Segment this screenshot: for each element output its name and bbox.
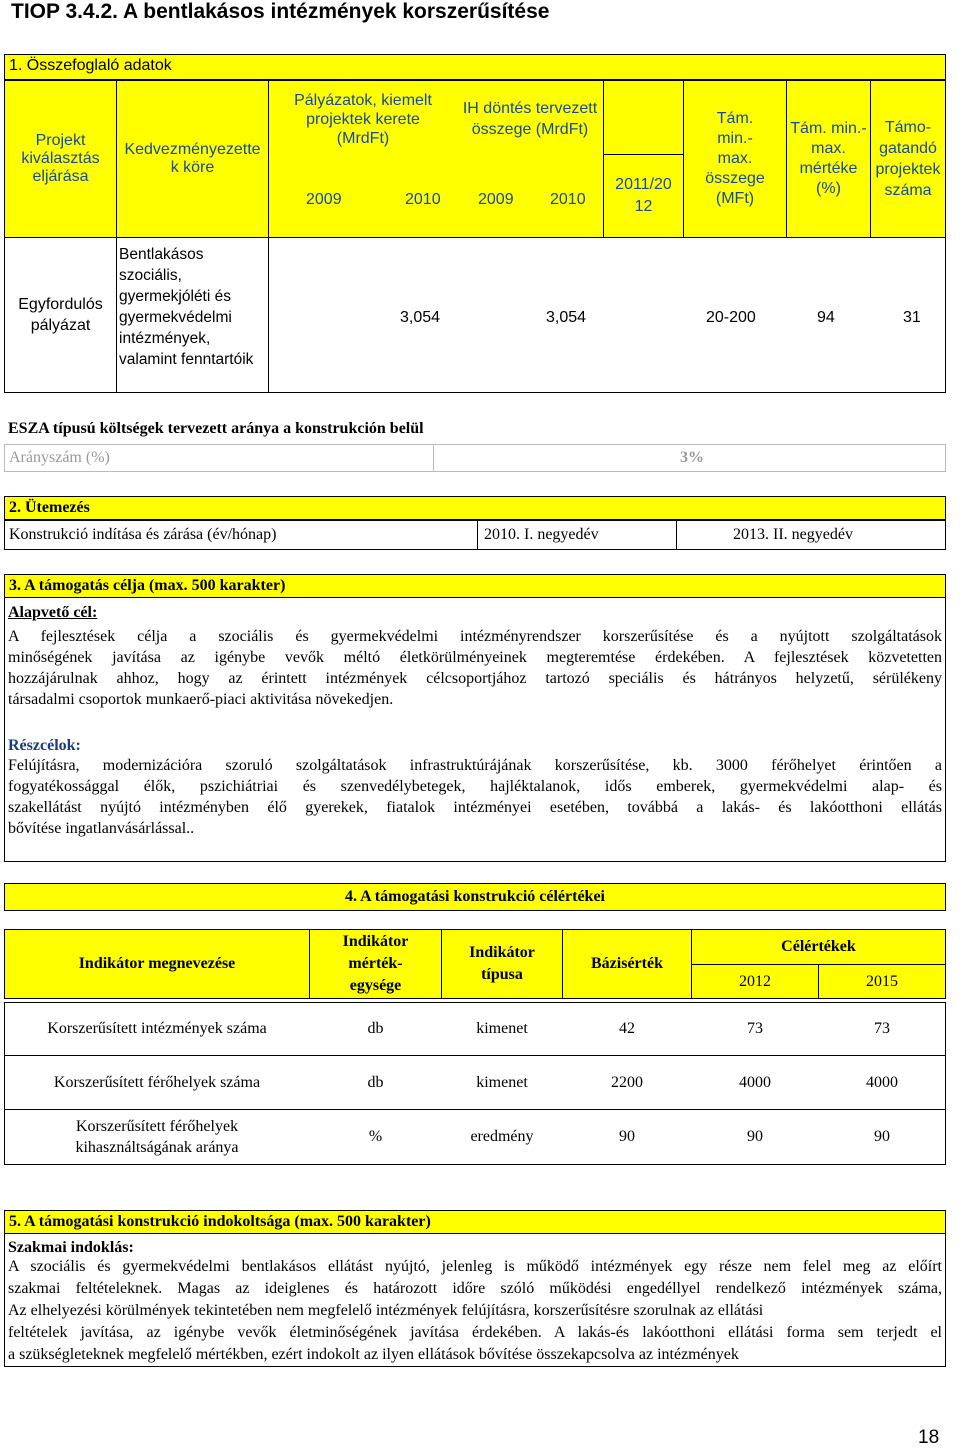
header-2010-b: 2010 xyxy=(550,191,586,208)
indoklas-line: feltételek javítása, az igénybe vevők életminőségének javítása érdekében. A lakás-és lakóotthoni ellátási forma sem terjedt el xyxy=(8,1324,942,1341)
indicator-name: Korszerűsített férőhelyek kihasználtságának aránya xyxy=(75,1118,239,1156)
indicator-base: 90 xyxy=(619,1128,635,1145)
cell-egyfordulos: Egyfordulós pályázat xyxy=(4,237,117,393)
section-1-header xyxy=(4,54,946,80)
header-mertekegyseg: Indikátor mérték- egysége xyxy=(309,929,442,999)
esza-value: 3% xyxy=(433,444,946,472)
header-kedvezmenyezett: Kedvezményezette k köre xyxy=(116,80,269,238)
section-2-header xyxy=(4,496,946,520)
header-celertekek: Célértékek xyxy=(691,929,946,965)
header-2015: 2015 xyxy=(818,964,946,999)
schedule-label: Konstrukció indítása és zárása (év/hónap) xyxy=(4,520,478,550)
header-2010-a: 2010 xyxy=(405,191,441,208)
page-title: TIOP 3.4.2. A bentlakásos intézmények korszerűsítése xyxy=(11,0,550,23)
cell-keret-2009: 3,054 xyxy=(400,309,441,326)
indicator-2012: 4000 xyxy=(739,1073,771,1091)
section-5-header xyxy=(4,1210,946,1234)
reszcelok-line: Felújításra, modernizációra szoruló szolgáltatások infrastruktúrájának korszerűsítése, kb. 3000 férőhelyet érintően a xyxy=(8,757,942,774)
indicator-2012: 90 xyxy=(747,1128,763,1145)
alapveto-line: minőségének javítása az igénybe vevők méltó életkörülményeinek megteremtése érdekében. A fejlesztések közvetetten xyxy=(8,649,942,666)
section-1-title: 1. Összefoglaló adatok xyxy=(9,57,172,74)
esza-title: ESZA típusú költségek tervezett aránya a konstrukción belül xyxy=(8,420,424,437)
header-tam-osszeg: Tám. min.- max. összege (MFt) xyxy=(683,80,787,238)
indicator-unit: db xyxy=(367,1073,384,1091)
section-3-header xyxy=(4,574,946,598)
cell-ih-2009: 3,054 xyxy=(546,309,587,326)
header-2009-a: 2009 xyxy=(306,191,342,208)
indicator-2015: 73 xyxy=(874,1020,890,1037)
reszcelok-line: fogyatékossággal élők, pszichiátriai és szenvedélybetegek, hajléktalanok, idős emberek, gyermekvédelmi alap- és xyxy=(8,778,942,795)
indicator-2015: 90 xyxy=(874,1128,890,1145)
indicator-base: 2200 xyxy=(611,1073,643,1091)
indicator-unit: db xyxy=(367,1020,384,1037)
indicator-2015: 4000 xyxy=(866,1073,898,1091)
schedule-start: 2010. I. negyedév xyxy=(477,520,677,550)
header-2012: 2012 xyxy=(691,964,819,999)
alapveto-line: társadalmi csoportok munkaerő-piaci aktivitása növekedjen. xyxy=(8,691,394,708)
indicator-type: kimenet xyxy=(476,1073,528,1091)
reszcelok-line: bővítése ingatlanvásárlással.. xyxy=(8,820,195,837)
indicator-unit: % xyxy=(368,1128,383,1145)
indicator-type: eredmény xyxy=(470,1128,534,1145)
section-5-title: 5. A támogatási konstrukció indokoltsága (max. 500 karakter) xyxy=(9,1213,431,1230)
header-projekt: Projekt kiválasztás eljárása xyxy=(4,80,117,238)
esza-label: Arányszám (%) xyxy=(4,444,434,472)
header-tam-mertek: Tám. min.-max. mértéke (%) xyxy=(786,80,871,238)
indoklas-line: szakmai feltételeknek. Magas az ideiglenes és határozott időre szóló működési engedéllyel rendelkező intézmények száma, xyxy=(8,1280,942,1297)
header-2011-2012: 2011/20 12 xyxy=(603,154,684,238)
szakmai-indoklas-text xyxy=(8,1256,942,1366)
indicator-2012: 73 xyxy=(747,1020,763,1037)
esza-header xyxy=(4,418,946,442)
alapveto-line: A fejlesztések célja a szociális és gyermekvédelmi intézményrendszer korszerűsítése és a nyújtott szolgáltatások xyxy=(8,628,942,645)
section-4-header xyxy=(4,883,946,911)
cell-tamogatando: 31 xyxy=(903,309,921,326)
cell-tam-mertek: 94 xyxy=(817,309,835,326)
alapveto-text xyxy=(8,626,942,710)
alapveto-label: Alapvető cél: xyxy=(8,604,98,621)
szakmai-indoklas-label: Szakmai indoklás: xyxy=(8,1239,134,1256)
header-bazisertek: Bázisérték xyxy=(562,929,692,999)
section-3-title: 3. A támogatás célja (max. 500 karakter) xyxy=(9,577,286,594)
header-tamogatando: Támo- gatandó projektek száma xyxy=(870,80,946,238)
section-4-title: 4. A támogatási konstrukció célértékei xyxy=(345,888,605,905)
reszcelok-line: szakellátást nyújtó intézményben élő gyerekek, fiatalok intézményei esetében, továbbá a lakás- és lakóotthoni ellátás xyxy=(8,799,942,816)
header-palyazatok: Pályázatok, kiemelt projektek kerete (MrdFt) xyxy=(294,91,432,147)
header-2009-b: 2009 xyxy=(478,191,514,208)
schedule-end: 2013. II. negyedév xyxy=(676,520,946,550)
section-2-title: 2. Ütemezés xyxy=(9,499,90,516)
indoklas-line: a szükségleteknek megfelelő mértékben, ezért indokolt az ilyen ellátások bővítése összekapcsolva az intézmények xyxy=(8,1346,739,1363)
header-tipus: Indikátor típusa xyxy=(441,929,563,999)
alapveto-line: hozzájárulnak ahhoz, hogy az érintett intézmények célcsoportjához tartozó speciális és hátrányos helyzetű, sérülékeny xyxy=(8,670,942,687)
indicator-base: 42 xyxy=(619,1020,635,1037)
indicator-name: Korszerűsített intézmények száma xyxy=(47,1020,267,1037)
header-indikator-megnevezes: Indikátor megnevezése xyxy=(4,929,310,999)
indicator-name: Korszerűsített férőhelyek száma xyxy=(53,1073,261,1091)
reszcelok-text xyxy=(8,755,942,839)
reszcelok-label: Részcélok: xyxy=(8,737,81,754)
header-ih: IH döntés tervezett összege (MrdFt) xyxy=(462,100,598,138)
indicator-type: kimenet xyxy=(476,1020,528,1037)
cell-bentlakasos: Bentlakásos szociális, gyermekjóléti és gyermekvédelmi intézmények, valamint fenntartóik xyxy=(116,237,269,393)
cell-tam-osszeg: 20-200 xyxy=(706,309,756,326)
indoklas-line: Az elhelyezési körülmények tekintetében nem megfelelő intézmények felújításra, korszerűsítésre szorulnak az ellátási xyxy=(8,1302,764,1319)
indoklas-line: A szociális és gyermekvédelmi bentlakásos ellátást nyújtó, jelenleg is működő intézmények egy része nem felel meg az előírt xyxy=(8,1258,942,1275)
page-number: 18 xyxy=(918,1427,940,1448)
